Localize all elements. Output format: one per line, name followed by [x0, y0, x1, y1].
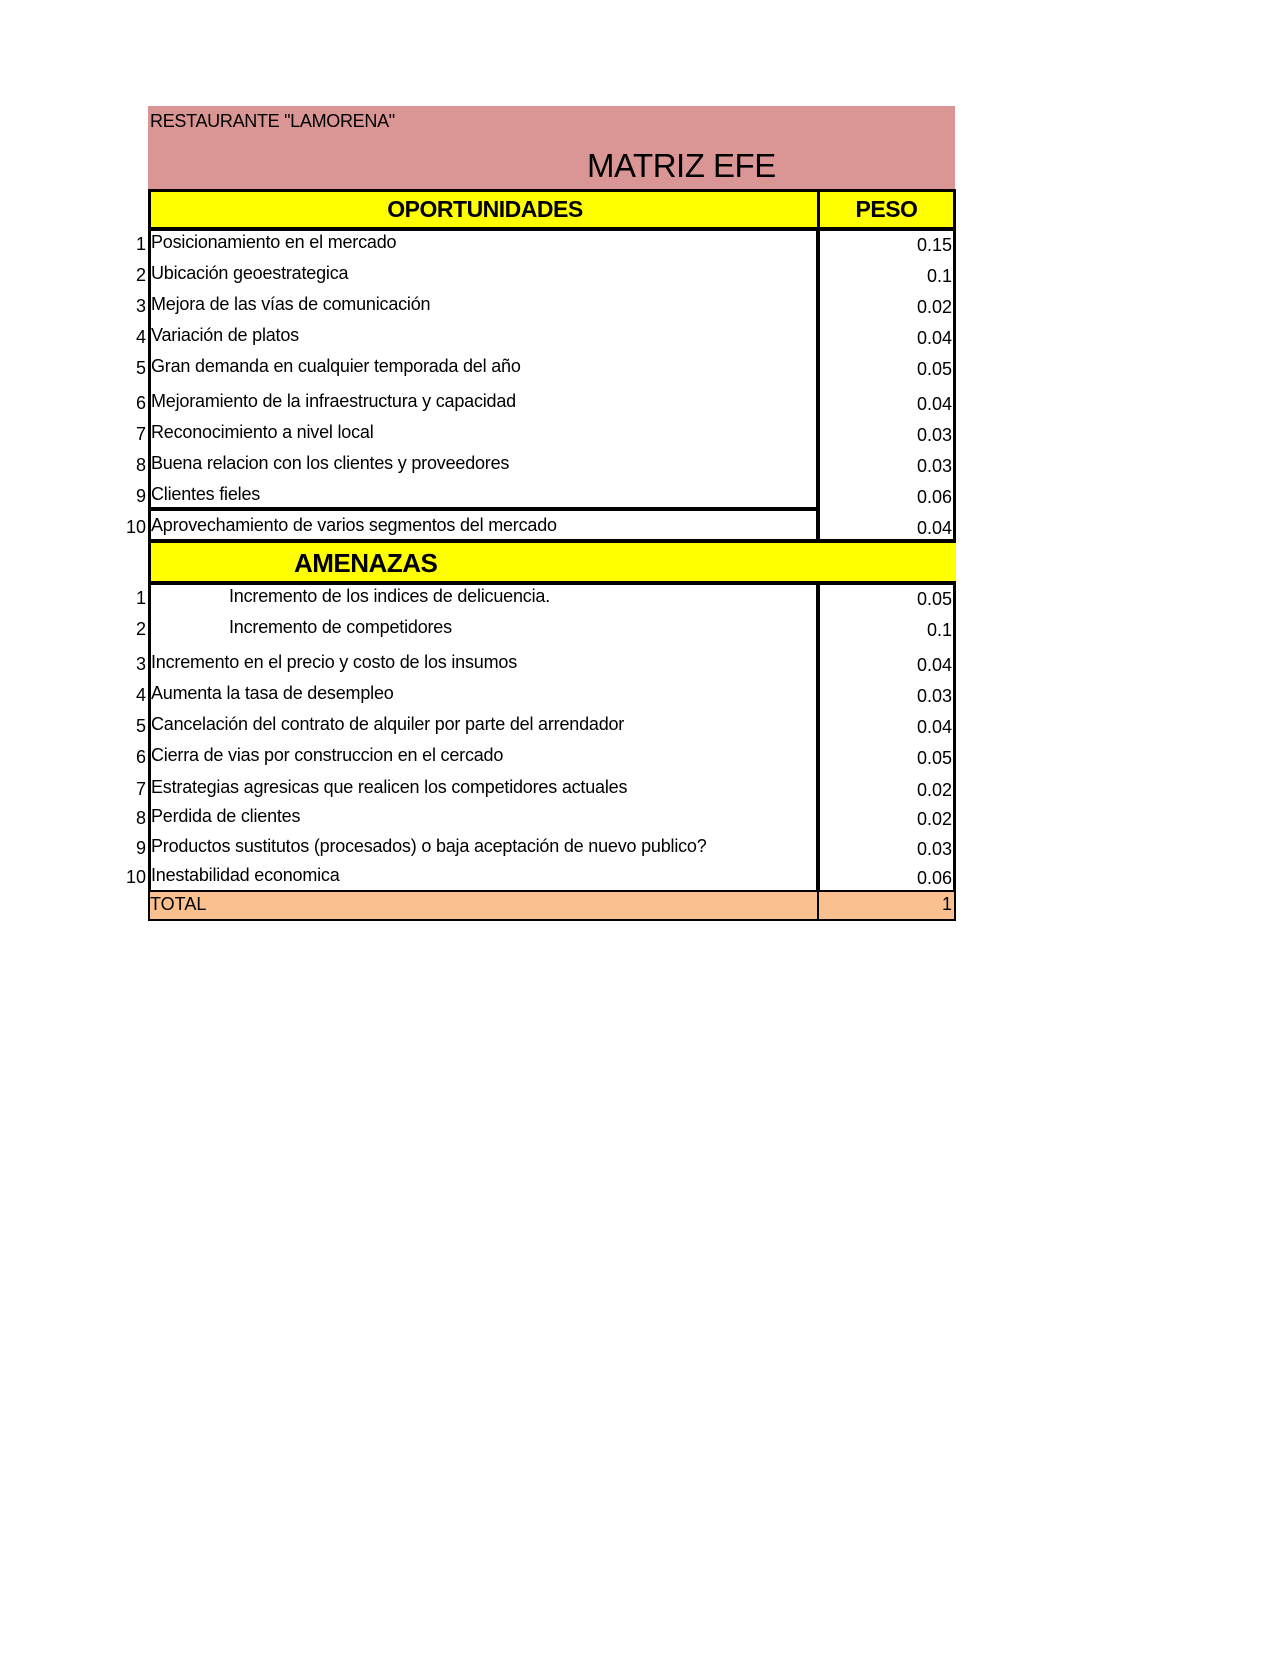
row-weight: 0.05	[916, 589, 952, 609]
row-weight: 0.04	[916, 717, 952, 737]
row-factor: Mejoramiento de la infraestructura y capacidad	[151, 391, 516, 411]
row-number: 8	[135, 455, 146, 475]
row-weight: 0.05	[916, 748, 952, 768]
row-number: 1	[135, 588, 146, 608]
row-factor: Estrategias agresicas que realicen los competidores actuales	[151, 777, 628, 797]
row-factor: Cierra de vias por construccion en el cercado	[151, 745, 504, 765]
row-weight: 0.06	[916, 487, 952, 507]
row-weight: 0.03	[916, 425, 952, 445]
row-factor: Inestabilidad economica	[151, 865, 340, 885]
row-number: 5	[135, 358, 146, 378]
weight-heading	[817, 189, 956, 230]
threats-heading	[148, 540, 956, 584]
row-weight: 0.02	[916, 809, 952, 829]
row-number: 9	[135, 486, 146, 506]
row-number: 3	[135, 296, 146, 316]
row-weight: 0.04	[916, 328, 952, 348]
row-factor: Buena relacion con los clientes y proveedores	[151, 453, 510, 473]
row-factor: Incremento de competidores	[229, 617, 452, 637]
row-factor: Cancelación del contrato de alquiler por parte del arrendador	[151, 714, 625, 734]
row-number: 8	[135, 808, 146, 828]
row-factor: Perdida de clientes	[151, 806, 301, 826]
row-number: 5	[135, 716, 146, 736]
row-factor: Mejora de las vías de comunicación	[151, 294, 431, 314]
row-number: 7	[135, 779, 146, 799]
row-factor: Aumenta la tasa de desempleo	[151, 683, 394, 703]
row-factor: Aprovechamiento de varios segmentos del mercado	[151, 515, 557, 535]
row-number: 7	[135, 424, 146, 444]
row-factor: Gran demanda en cualquier temporada del año	[151, 356, 521, 376]
row-weight: 0.04	[916, 518, 952, 538]
opportunities-heading	[148, 189, 819, 230]
threats-heading-label: AMENAZAS	[294, 548, 438, 578]
row-weight: 0.1	[926, 620, 952, 640]
row-factor: Ubicación geoestrategica	[151, 263, 349, 283]
row-weight: 0.03	[916, 839, 952, 859]
page-title: MATRIZ EFE	[587, 147, 776, 184]
row-number: 1	[135, 234, 146, 254]
row-weight: 0.15	[916, 235, 952, 255]
row-weight: 0.03	[916, 686, 952, 706]
row-factor: Reconocimiento a nivel local	[151, 422, 374, 442]
row-weight: 0.04	[916, 655, 952, 675]
row-number: 2	[135, 265, 146, 285]
row-weight: 0.1	[926, 266, 952, 286]
row-factor: Productos sustitutos (procesados) o baja aceptación de nuevo publico?	[151, 836, 707, 856]
company-name: RESTAURANTE "LAMORENA"	[150, 111, 395, 131]
row-factor: Posicionamiento en el mercado	[151, 232, 397, 252]
row-number: 10	[125, 867, 146, 887]
row-factor: Incremento de los indices de delicuencia.	[229, 586, 550, 606]
row-number: 6	[135, 747, 146, 767]
total-value: 1	[941, 894, 952, 914]
row-number: 4	[135, 327, 146, 347]
row-weight: 0.04	[916, 394, 952, 414]
row-number: 4	[135, 685, 146, 705]
total-divider	[817, 890, 819, 921]
row-number: 2	[135, 619, 146, 639]
row-factor: Clientes fieles	[151, 484, 261, 504]
opportunities-heading-label: OPORTUNIDADES	[387, 196, 583, 222]
row-weight: 0.06	[916, 868, 952, 888]
row-number: 9	[135, 838, 146, 858]
row-number: 3	[135, 654, 146, 674]
row-weight: 0.02	[916, 780, 952, 800]
row-weight: 0.02	[916, 297, 952, 317]
row-number: 6	[135, 393, 146, 413]
weight-heading-label: PESO	[855, 196, 918, 222]
row-number: 10	[125, 517, 146, 537]
row-weight: 0.05	[916, 359, 952, 379]
row-factor: Variación de platos	[151, 325, 299, 345]
total-label: TOTAL	[150, 894, 207, 914]
row-weight: 0.03	[916, 456, 952, 476]
row-factor: Incremento en el precio y costo de los insumos	[151, 652, 517, 672]
